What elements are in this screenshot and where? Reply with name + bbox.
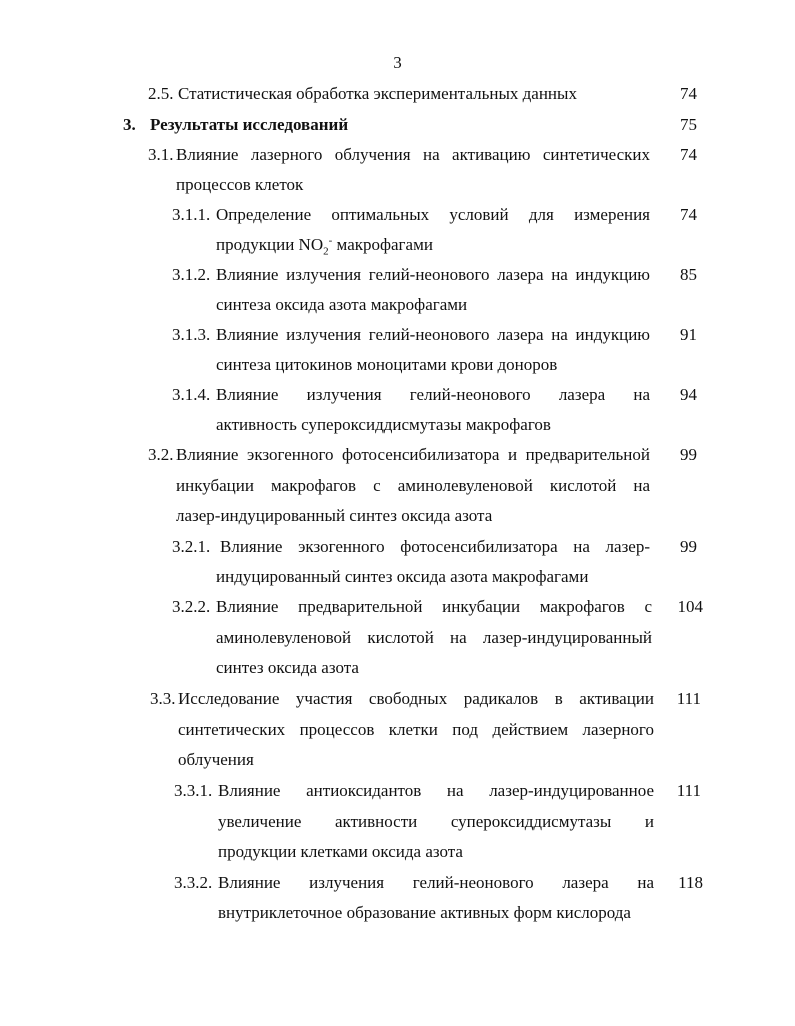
toc-entry-page: 91 <box>680 325 697 344</box>
toc-entry-number: 3.1.1. <box>172 205 211 224</box>
toc-entry-title-continued: продукции клетками оксида азота <box>218 842 463 861</box>
toc-entry-number: 3.3. <box>150 689 176 708</box>
toc-entry-page: 99 <box>680 537 697 556</box>
toc-entry-title-continued: облучения <box>178 750 254 769</box>
toc-entry-page: 99 <box>680 445 697 464</box>
toc-entry-title-continued: активность супероксиддисмутазы макрофагов <box>216 415 551 434</box>
toc-entry-number: 3.1.4. <box>172 385 211 404</box>
toc-entry-title-continued: внутриклеточное образование активных форм кислорода <box>218 903 631 922</box>
toc-entry-page: 118 <box>678 873 703 892</box>
toc-entry-page: 104 <box>677 597 703 616</box>
toc-entry-page: 74 <box>680 84 697 103</box>
toc-entry-title: Влияние антиоксидантов на лазер-индуцированное <box>218 781 654 800</box>
toc-entry-title-continued: процессов клеток <box>176 175 304 194</box>
toc-entry-page: 85 <box>680 265 697 284</box>
formula-subscript: 2 <box>323 245 329 258</box>
toc-entry-title-continued: аминолевуленовой кислотой на лазер-индуцированный <box>216 628 652 647</box>
toc-entry-title: Статистическая обработка экспериментальных данных <box>178 84 577 103</box>
toc-entry-title-continued: синтеза цитокинов моноцитами крови доноров <box>216 355 558 374</box>
toc-entry-title: Определение оптимальных условий для измерения <box>216 205 650 224</box>
toc-entry-number: 3.3.2. <box>174 873 213 892</box>
toc-entry-title: Влияние излучения гелий-неонового лазера на индукцию <box>216 325 650 344</box>
toc-entry-number: 2.5. <box>148 84 174 103</box>
toc-entry-title: Влияние излучения гелий-неонового лазера на индукцию <box>216 265 650 284</box>
toc-entry-number: 3.1.2. <box>172 265 211 284</box>
toc-entry-title: Влияние излучения гелий-неонового лазера на <box>216 385 650 404</box>
toc-entry-page: 111 <box>676 781 701 800</box>
toc-entry-number: 3.1.3. <box>172 325 211 344</box>
toc-entry-title-continued: синтетических процессов клетки под действием лазерного <box>178 720 654 739</box>
toc-entry-number: 3.1. <box>148 145 174 164</box>
toc-entry-page: 74 <box>680 205 697 224</box>
toc-entry-page: 111 <box>676 689 701 708</box>
toc-entry-number: 3.2. <box>148 445 174 464</box>
toc-entry-page: 74 <box>680 145 697 164</box>
toc-entry-title-continued: синтеза оксида азота макрофагами <box>216 295 468 314</box>
toc-entry-number: 3.2.2. <box>172 597 211 616</box>
toc-entry-title: Влияние предварительной инкубации макрофагов с <box>216 597 652 616</box>
toc-entry-number: 3. <box>123 115 136 134</box>
toc-entry-title-continued <box>216 234 433 258</box>
toc-entry-title: Результаты исследований <box>150 115 349 134</box>
toc-entry-page: 75 <box>680 115 697 134</box>
toc-entry-title: Влияние лазерного облучения на активацию синтетических <box>176 145 650 164</box>
toc-entry-title-continued: увеличение активности супероксиддисмутазы и <box>218 812 654 831</box>
toc-entry-title-continued: лазер-индуцированный синтез оксида азота <box>176 506 493 525</box>
toc-entry-title-continued: инкубации макрофагов с аминолевуленовой кислотой на <box>176 476 650 495</box>
formula-text-tail: макрофагами <box>332 235 433 254</box>
toc-entry-title: Влияние излучения гелий-неонового лазера на <box>218 873 654 892</box>
toc-entry-title-continued: синтез оксида азота <box>216 658 359 677</box>
formula-superscript: - <box>328 234 333 247</box>
toc-entry-page: 94 <box>680 385 697 404</box>
toc-entry-title-continued: индуцированный синтез оксида азота макрофагами <box>216 567 589 586</box>
toc-entry-title: Влияние экзогенного фотосенсибилизатора и предварительной <box>176 445 650 464</box>
toc-entry-number: 3.2.1. <box>172 537 211 556</box>
page-number: 3 <box>393 53 402 72</box>
toc-entry-title: Исследование участия свободных радикалов в активации <box>178 689 654 708</box>
toc-entry-number: 3.3.1. <box>174 781 213 800</box>
formula-text: продукции NO <box>216 235 324 254</box>
toc-entry-title: Влияние экзогенного фотосенсибилизатора на лазер- <box>220 537 650 556</box>
